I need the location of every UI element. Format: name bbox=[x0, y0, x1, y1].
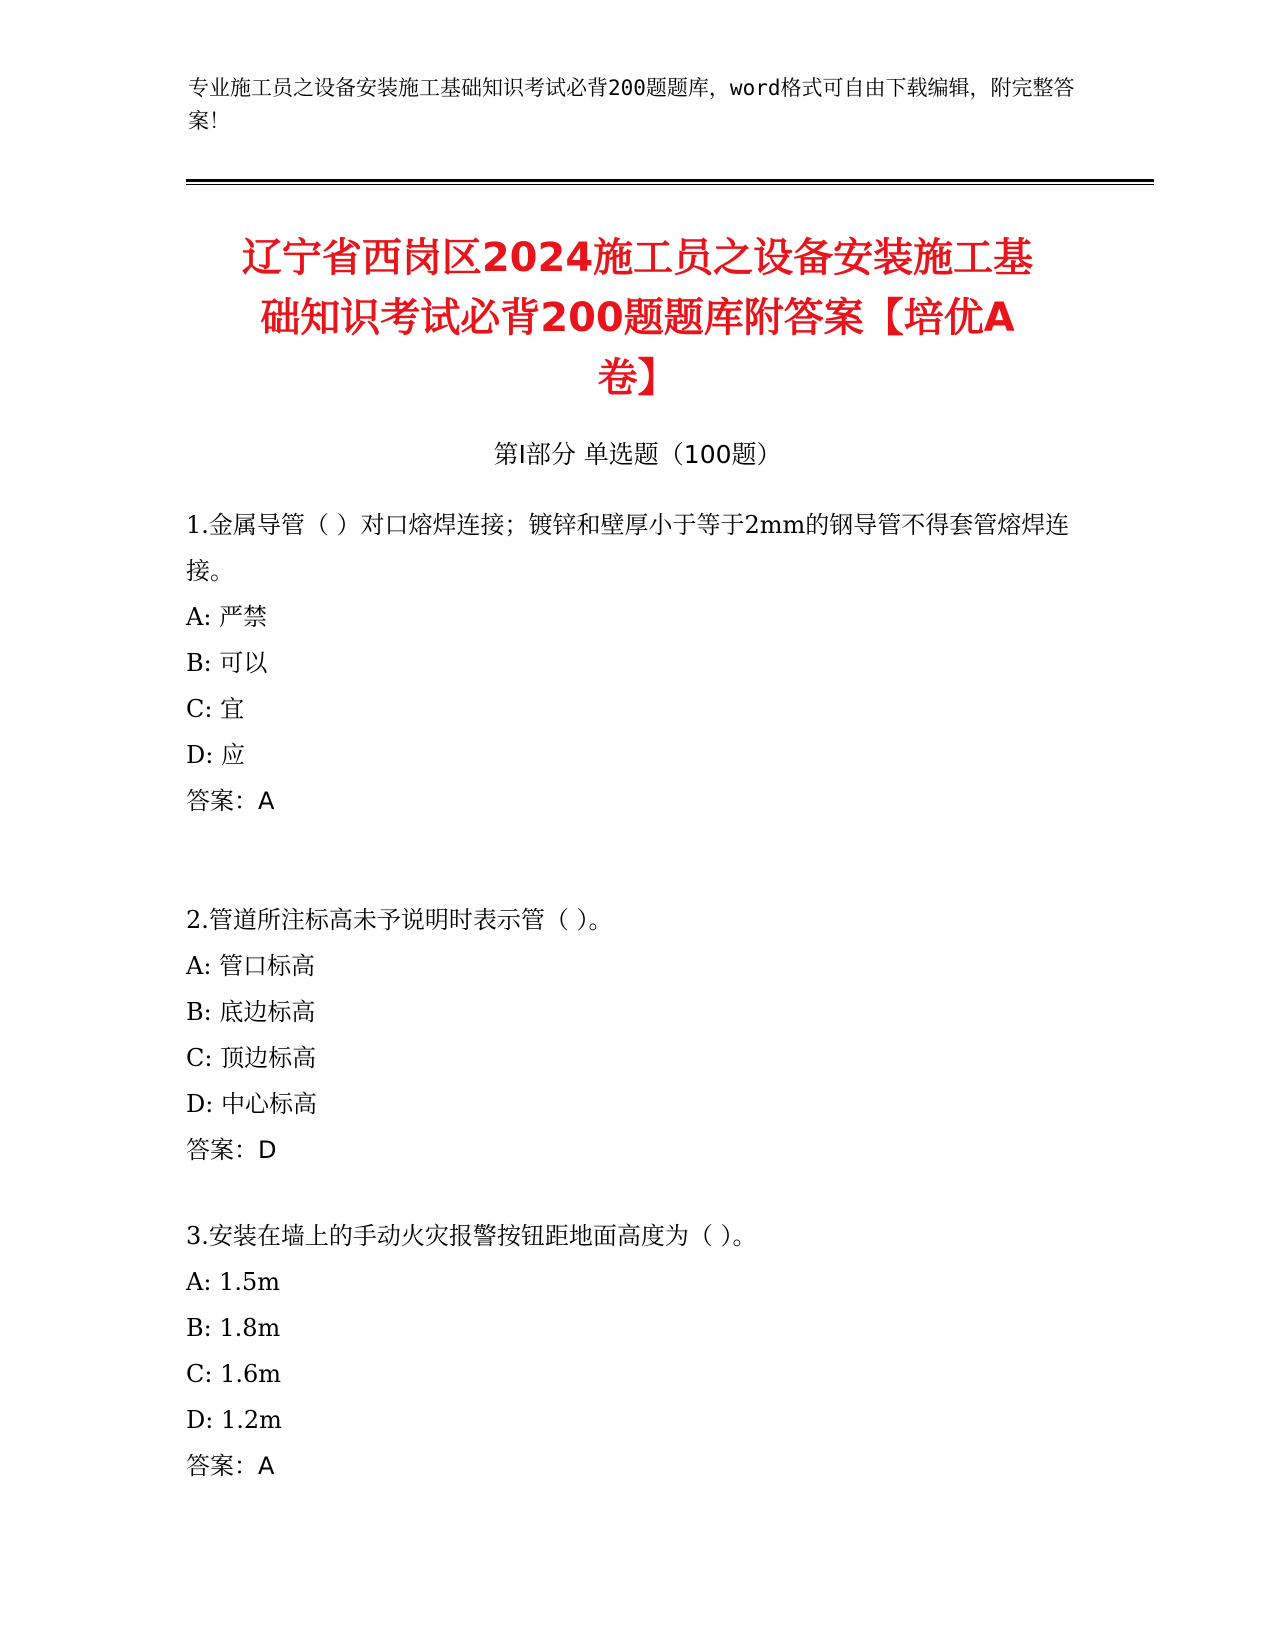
question-stem: 3.安装在墙上的手动火灾报警按钮距地面高度为（ ）。 bbox=[186, 1222, 757, 1250]
answer: 答案：A bbox=[186, 787, 275, 815]
title-line-2: 础知识考试必背200题题库附答案【培优A bbox=[260, 295, 1015, 341]
header-note: 专业施工员之设备安装施工基础知识考试必背200题题库，word格式可自由下载编辑，附完整答案！ bbox=[188, 76, 1075, 133]
option-d: D: 1.2m bbox=[186, 1406, 282, 1434]
header-divider bbox=[186, 179, 1154, 182]
option-d: D: 应 bbox=[186, 741, 245, 769]
option-b: B: 可以 bbox=[186, 649, 268, 677]
option-c: C: 1.6m bbox=[186, 1360, 282, 1388]
option-d: D: 中心标高 bbox=[186, 1090, 317, 1118]
option-b: B: 1.8m bbox=[186, 1314, 281, 1342]
question-stem: 2.管道所注标高未予说明时表示管（ ）。 bbox=[186, 906, 613, 934]
question-1 bbox=[186, 502, 1086, 824]
question-stem: 1.金属导管（ ）对口熔焊连接；镀锌和壁厚小于等于2mm的钢导管不得套管熔焊连接。 bbox=[186, 511, 1070, 585]
question-3 bbox=[186, 1213, 1086, 1489]
option-c: C: 宜 bbox=[186, 695, 245, 723]
option-a: A: 管口标高 bbox=[186, 952, 316, 980]
option-b: B: 底边标高 bbox=[186, 998, 316, 1026]
answer: 答案：A bbox=[186, 1452, 275, 1480]
title-line-3: 卷】 bbox=[597, 355, 678, 401]
question-2 bbox=[186, 897, 1086, 1173]
section-title: 第Ⅰ部分 单选题（100题） bbox=[493, 440, 782, 469]
title-line-1: 辽宁省西岗区2024施工员之设备安装施工基 bbox=[241, 235, 1034, 281]
option-a: A: 严禁 bbox=[186, 603, 268, 631]
option-a: A: 1.5m bbox=[186, 1268, 280, 1296]
header-divider-thin bbox=[186, 184, 1154, 185]
document-title bbox=[150, 228, 1125, 408]
option-c: C: 顶边标高 bbox=[186, 1044, 317, 1072]
answer: 答案：D bbox=[186, 1136, 277, 1164]
